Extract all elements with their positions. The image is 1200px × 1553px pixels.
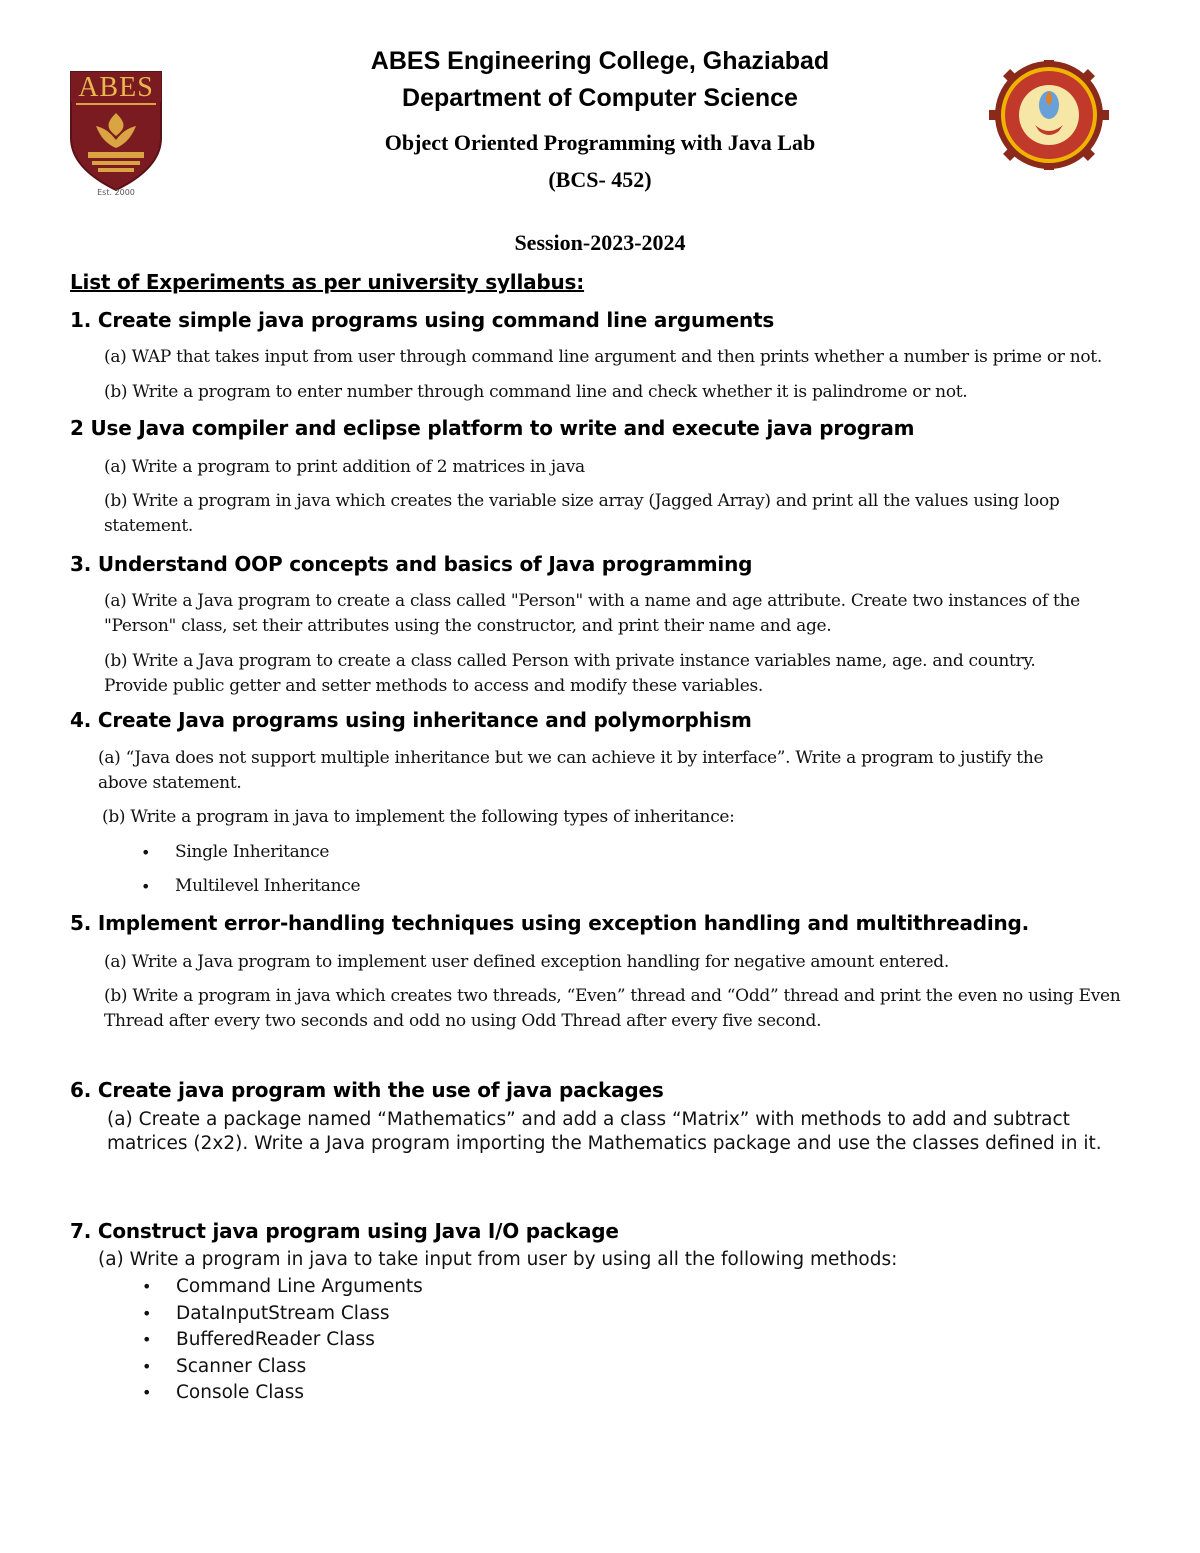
experiment-7-bullet-1: • Command Line Arguments [176,1275,423,1299]
experiment-6-title: 6. Create java program with the use of java packages [70,1078,664,1102]
department-name: Department of Computer Science [402,84,798,112]
experiment-7-bullet-3: • BufferedReader Class [176,1328,375,1352]
experiment-3-title: 3. Understand OOP concepts and basics of Java programming [70,552,753,576]
course-title: Object Oriented Programming with Java Lab [384,130,816,155]
experiment-1-item-b: (b) Write a program to enter number through command line and check whether it is palindrome or not. [104,382,968,402]
abes-logo-est: Est. 2000 [97,188,135,197]
experiment-5-item-a: (a) Write a Java program to implement user defined exception handling for negative amount entered. [104,952,949,972]
experiment-2-item-a: (a) Write a program to print addition of 2 matrices in java [104,457,585,477]
experiment-3-item-b: (b) Write a Java program to create a class called Person with private instance variables name, age. and country. Provide public getter and setter methods to access and modify these variables. [104,651,1036,696]
experiment-3-item-a: (a) Write a Java program to create a class called "Person" with a name and age attribute. Create two instances of the "Person" class, set their attributes using the constructor, and print their name and age. [104,591,1080,636]
experiment-1-title: 1. Create simple java programs using command line arguments [70,308,775,332]
experiment-7-title: 7. Construct java program using Java I/O package [70,1219,619,1243]
experiment-2-item-b: (b) Write a program in java which creates the variable size array (Jagged Array) and print all the values using loop statement. [104,491,1060,536]
experiment-7-bullet-4: • Scanner Class [176,1355,306,1379]
list-heading: List of Experiments as per university syllabus: [70,270,585,294]
experiment-6-item-a: (a) Create a package named “Mathematics” and add a class “Matrix” with methods to add and subtract matrices (2x2). Write a Java program importing the Mathematics package and use the classes defined in it. [107,1109,1102,1154]
experiment-4-bullet-2: • Multilevel Inheritance [175,874,360,899]
experiment-4-bullet-1: • Single Inheritance [175,840,329,865]
course-code: (BCS- 452) [548,167,652,192]
experiment-4-title: 4. Create Java programs using inheritance and polymorphism [70,708,752,732]
experiment-7-item-a: (a) Write a program in java to take input from user by using all the following methods: [98,1249,898,1270]
experiment-7-bullet-2: • DataInputStream Class [176,1302,390,1326]
experiment-4-item-b: (b) Write a program in java to implement the following types of inheritance: [102,807,735,827]
experiment-2-title: 2 Use Java compiler and eclipse platform to write and execute java program [70,416,915,440]
experiment-1-item-a: (a) WAP that takes input from user through command line argument and then prints whether a number is prime or not. [104,347,1102,367]
experiment-7-bullet-5: • Console Class [176,1381,304,1405]
experiment-4-item-a: (a) “Java does not support multiple inheritance but we can achieve it by interface”. Write a program to justify the above statement. [98,748,1044,793]
session-label: Session-2023-2024 [514,230,686,255]
college-name: ABES Engineering College, Ghaziabad [370,47,830,75]
experiment-5-title: 5. Implement error-handling techniques using exception handling and multithreading. [70,911,1030,935]
abes-logo-text: ABES [78,72,154,103]
experiment-5-item-b: (b) Write a program in java which creates two threads, “Even” thread and “Odd” thread and print the even no using Even Thread after every two seconds and odd no using Odd Thread after every five second. [104,986,1121,1031]
